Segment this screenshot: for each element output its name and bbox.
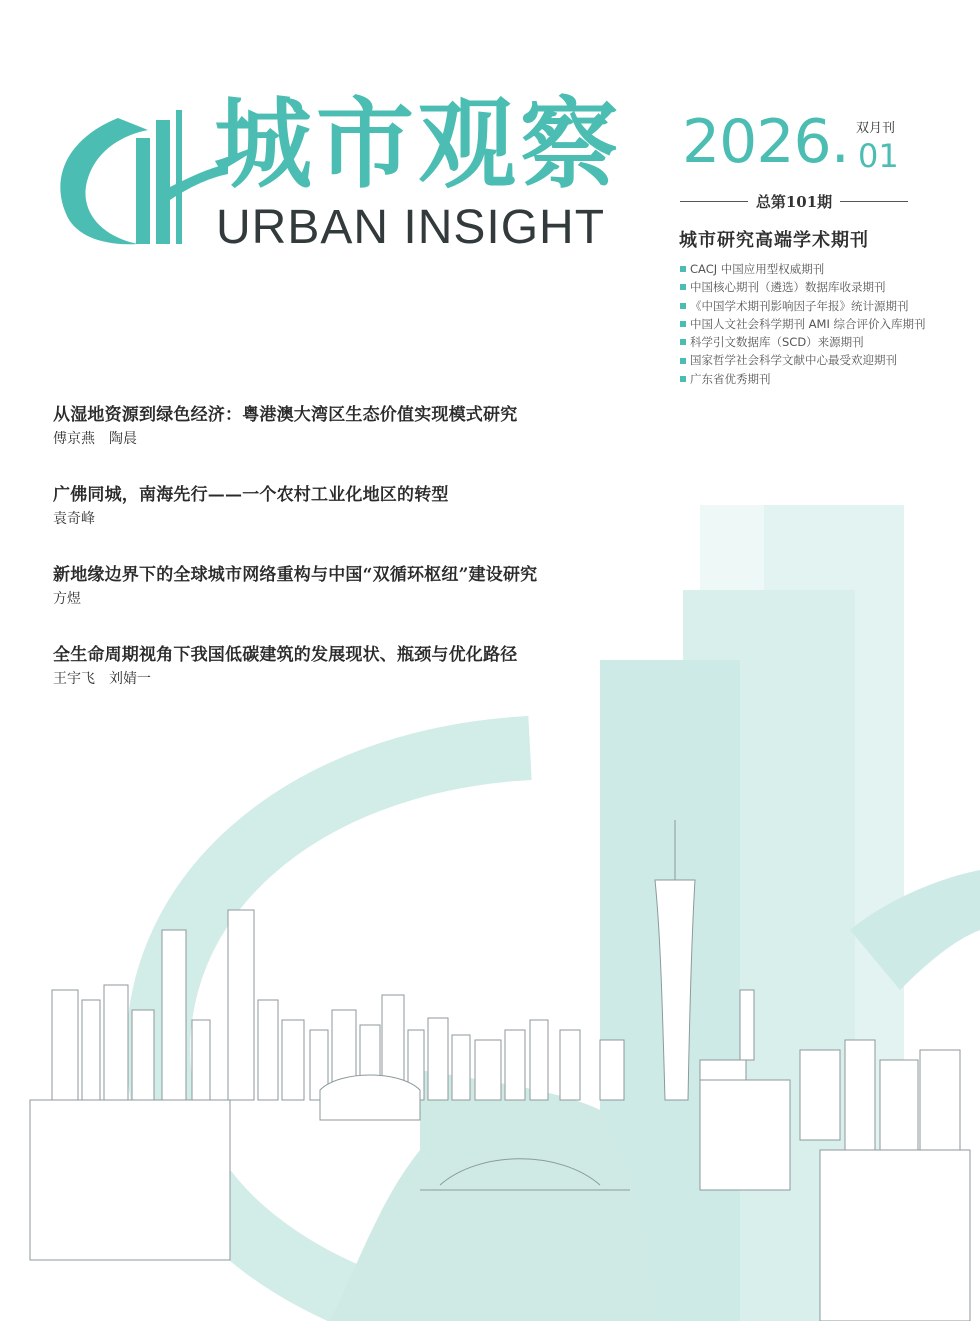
- author-name: 傅京燕: [53, 431, 95, 447]
- indexing-label: CACJ 中国应用型权威期刊: [690, 262, 825, 276]
- article-title[interactable]: 全生命周期视角下我国低碳建筑的发展现状、瓶颈与优化路径: [53, 645, 518, 665]
- total-issue-line: [680, 191, 908, 211]
- featured-articles: [53, 402, 653, 722]
- list-item: [680, 297, 926, 315]
- article-entry[interactable]: [53, 402, 653, 482]
- article-title[interactable]: 从湿地资源到绿色经济：粤港澳大湾区生态价值实现模式研究: [53, 405, 518, 425]
- publication-frequency: 双月刊: [856, 121, 896, 136]
- indexing-label: 中国人文社会科学期刊 AMI 综合评价入库期刊: [690, 316, 926, 331]
- list-item: [680, 351, 926, 369]
- list-item: [680, 315, 926, 333]
- index-bullet-icon: [680, 303, 686, 309]
- index-bullet-icon: [680, 339, 686, 345]
- article-authors: [53, 428, 653, 450]
- journal-title-cn: 城市观察: [214, 88, 623, 202]
- tagline: 城市研究高端学术期刊: [679, 230, 869, 251]
- article-authors: [53, 668, 653, 690]
- article-title[interactable]: 广佛同城，南海先行——一个农村工业化地区的转型: [53, 485, 449, 505]
- journal-title-en: URBAN INSIGHT: [216, 201, 606, 254]
- indexing-label: 《中国学术期刊影响因子年报》统计源期刊: [690, 298, 909, 313]
- article-entry[interactable]: [53, 642, 653, 722]
- indexing-label: 中国核心期刊（遴选）数据库收录期刊: [690, 280, 886, 295]
- article-entry[interactable]: [53, 562, 653, 642]
- issue-number: 01: [858, 137, 899, 175]
- issue-year: 2026.: [682, 107, 849, 177]
- article-authors: [53, 588, 653, 610]
- index-bullet-icon: [680, 358, 686, 364]
- index-bullet-icon: [680, 284, 686, 290]
- list-item: [680, 333, 926, 351]
- list-item: [680, 278, 926, 296]
- divider: [840, 201, 908, 202]
- article-entry[interactable]: [53, 482, 653, 562]
- indexing-list: [680, 260, 926, 388]
- index-bullet-icon: [680, 321, 686, 327]
- author-name: 刘婧一: [109, 671, 151, 687]
- indexing-label: 国家哲学社会科学文献中心最受欢迎期刊: [690, 353, 897, 368]
- list-item: [680, 370, 926, 388]
- total-issue: 总第101期: [755, 192, 833, 211]
- indexing-label: 广东省优秀期刊: [690, 371, 771, 386]
- author-name: 陶晨: [109, 431, 137, 447]
- author-name: 袁奇峰: [53, 511, 95, 527]
- index-bullet-icon: [680, 376, 686, 382]
- list-item: [680, 260, 926, 278]
- author-name: 方煜: [53, 591, 81, 607]
- divider: [680, 201, 748, 202]
- article-authors: [53, 508, 653, 530]
- indexing-label: 科学引文数据库（SCD）来源期刊: [690, 335, 864, 350]
- author-name: 王宇飞: [53, 671, 95, 687]
- index-bullet-icon: [680, 266, 686, 272]
- article-title[interactable]: 新地缘边界下的全球城市网络重构与中国“双循环枢纽”建设研究: [53, 565, 538, 585]
- journal-logo-icon: [48, 108, 228, 248]
